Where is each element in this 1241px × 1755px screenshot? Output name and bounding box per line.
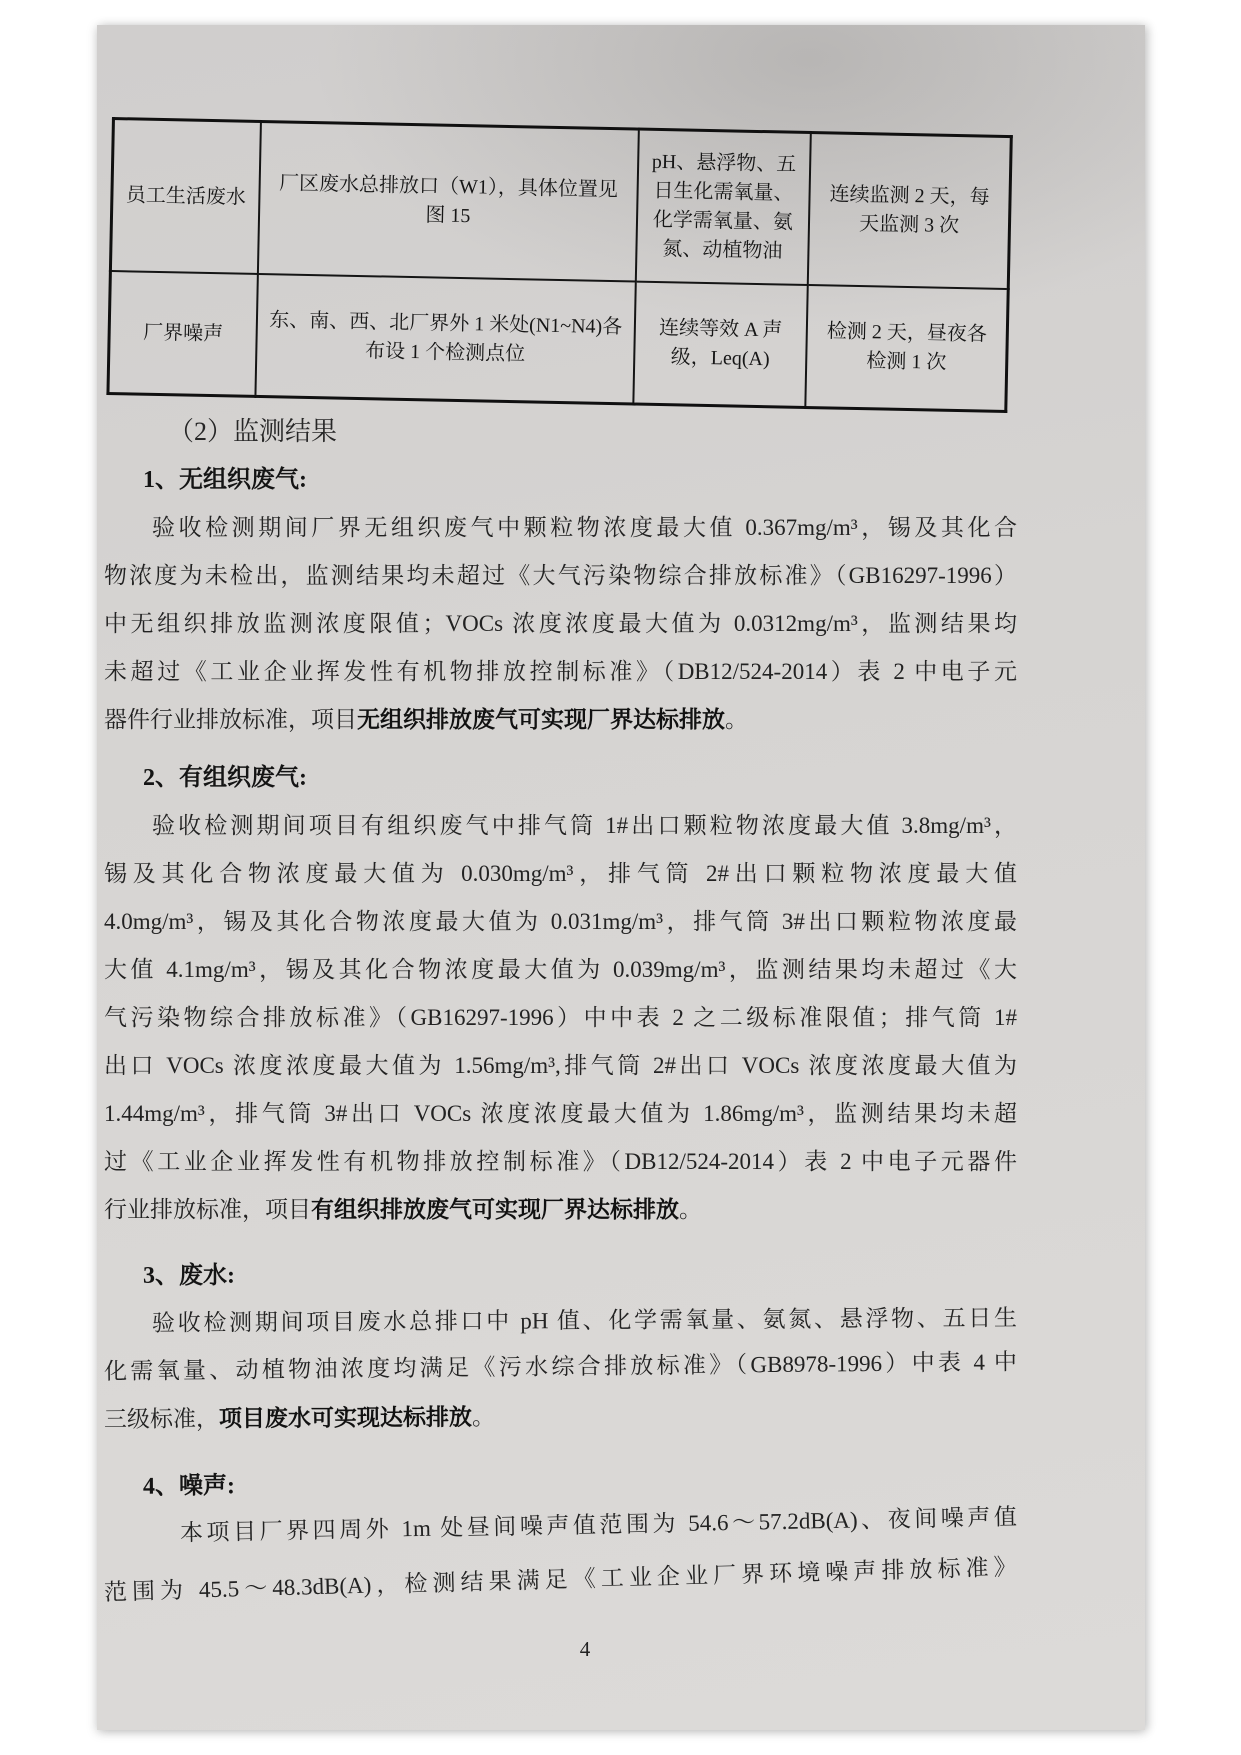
section2-conclusion [104,1186,1017,1234]
text-line: 化需氧量、动植物油浓度均满足《污水综合排放标准》（GB8978-1996）中表 4 中 [103,1349,1018,1384]
conclusion-pre: 器件行业排放标准，项目 [104,707,357,732]
cell-pollutant: 厂界噪声 [108,271,258,396]
report-body [104,408,1017,1617]
conclusion-bold: 项目废水可实现达标排放 [218,1404,473,1432]
cell-frequency: 连续监测 2 天，每天监测 3 次 [808,133,1011,289]
cell-items: 连续等效 A 声级，Leq(A) [633,282,808,408]
text-line: 中无组织排放监测浓度限值；VOCs 浓度浓度最大值为 0.0312mg/m³，监测结果均 [104,611,1017,636]
text-line: 范围为 45.5～48.3dB(A)，检测结果满足《工业企业厂界环境噪声排放标准》 [103,1554,1017,1605]
text-line: 大值 4.1mg/m³，锡及其化合物浓度最大值为 0.039mg/m³，监测结果均未超过《大 [104,957,1017,982]
section-heading: （2）监测结果 [168,417,338,446]
cell-location: 东、南、西、北厂界外 1 米处(N1~N4)各布设 1 个检测点位 [255,274,635,404]
text-line: 验收检测期间项目废水总排口中 pH 值、化学需氧量、氨氮、悬浮物、五日生 [151,1305,1018,1336]
text-line: 验收检测期间项目有组织废气中排气筒 1#出口颗粒物浓度最大值 3.8mg/m³， [152,813,1017,838]
conclusion-pre: 行业排放标准，项目 [104,1197,311,1222]
page-number: 4 [579,1637,591,1661]
text-line: 验收检测期间厂界无组织废气中颗粒物浓度最大值 0.367mg/m³，锡及其化合 [152,515,1017,540]
text-line: 出口 VOCs 浓度浓度最大值为 1.56mg/m³,排气筒 2#出口 VOCs 浓度浓度最大值为 [104,1053,1017,1078]
section3-conclusion [104,1390,1017,1444]
cell-pollutant: 员工生活废水 [110,119,261,274]
conclusion-bold: 有组织排放废气可实现厂界达标排放 [311,1197,679,1222]
monitoring-table [106,117,1012,413]
conclusion-pre: 三级标准， [103,1406,220,1432]
text-line: 4.0mg/m³，锡及其化合物浓度最大值为 0.031mg/m³，排气筒 3#出口颗粒物浓度最 [104,909,1017,934]
conclusion-bold: 无组织排放废气可实现厂界达标排放 [357,707,725,732]
text-line: 本项目厂界四周外 1m 处昼间噪声值范围为 54.6～57.2dB(A)、夜间噪声值 [179,1504,1018,1546]
conclusion-post: 。 [725,707,748,732]
text-line: 过《工业企业挥发性有机物排放控制标准》（DB12/524-2014）表 2 中电子元器件 [104,1149,1017,1174]
text-line: 1.44mg/m³，排气筒 3#出口 VOCs 浓度浓度最大值为 1.86mg/m³，监测结果均未超 [104,1101,1017,1126]
section3-title: 3、废水: [143,1263,235,1289]
conclusion-post: 。 [471,1404,496,1430]
text-line: 未超过《工业企业挥发性有机物排放控制标准》（DB12/524-2014）表 2 中电子元 [104,659,1018,684]
conclusion-post: 。 [679,1197,702,1222]
section1-conclusion [104,696,1017,744]
text-line: 物浓度为未检出，监测结果均未超过《大气污染物综合排放标准》（GB16297-1996） [104,563,1017,588]
section1-title: 1、无组织废气: [143,467,307,493]
cell-frequency: 检测 2 天，昼夜各检测 1 次 [805,285,1008,411]
table-row-noise [108,271,1008,411]
cell-items: pH、悬浮物、五日生化需氧量、化学需氧量、氨氮、动植物油 [635,129,811,285]
section2-title: 2、有组织废气: [143,765,307,791]
document-page [97,25,1145,1730]
cell-location: 厂区废水总排放口（W1），具体位置见图 15 [258,121,639,281]
text-line: 气污染物综合排放标准》（GB16297-1996）中中表 2 之二级标准限值；排气筒 1# [104,1005,1017,1030]
table-row-wastewater [110,119,1011,289]
section4-title: 4、噪声: [142,1473,236,1500]
text-line: 锡及其化合物浓度最大值为 0.030mg/m³，排气筒 2#出口颗粒物浓度最大值 [104,861,1017,886]
